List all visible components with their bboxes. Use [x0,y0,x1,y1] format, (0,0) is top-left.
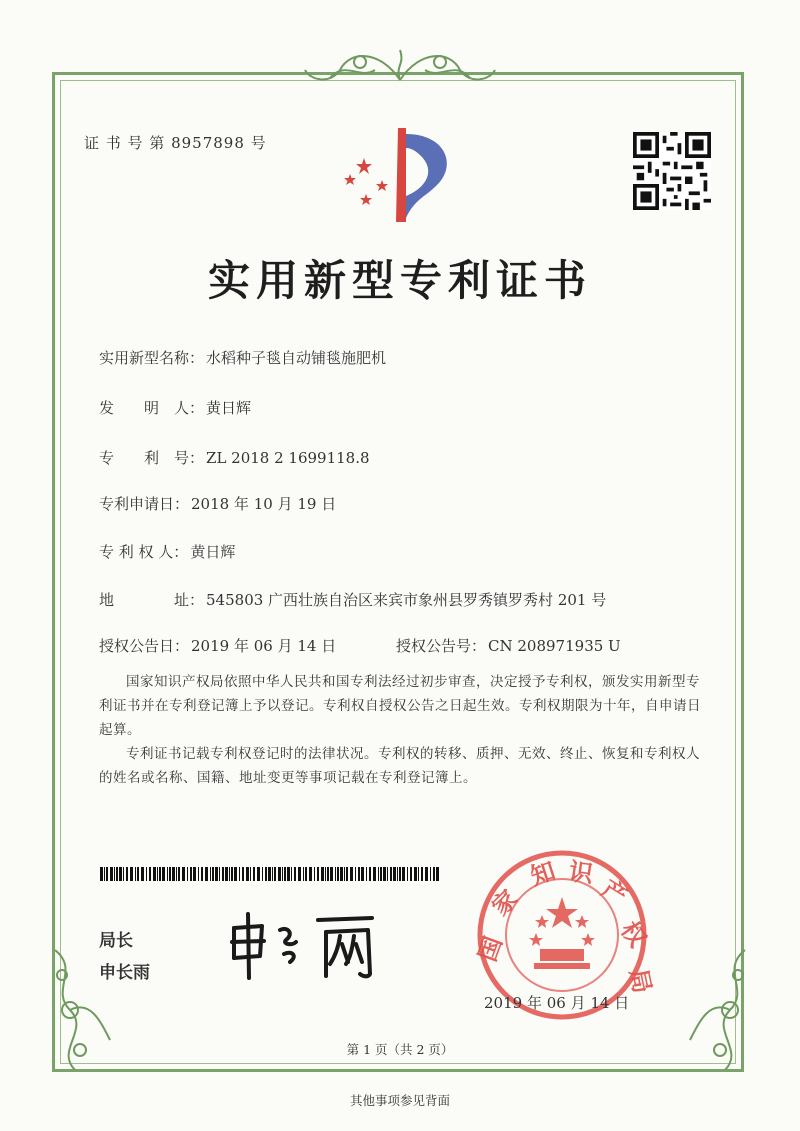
svg-text:识: 识 [567,857,595,889]
svg-text:家: 家 [486,884,524,922]
description-paragraph: 国家知识产权局依照中华人民共和国专利法经过初步审查，决定授予专利权，颁发实用新型专利证书并在专利登记簿上予以登记。专利权自授权公告之日起生效。专利权期限为十年，自申请日起算。 [99,674,701,738]
svg-text:国: 国 [473,932,508,966]
field-value: ZL 2018 2 1699118.8 [206,449,370,467]
field-label: 授权公告号： [396,637,487,655]
field-value: 黄日辉 [206,399,252,417]
grant-date [99,635,336,656]
bottom-right-ornament [680,940,760,1080]
patent-number [99,447,370,468]
utility-model-name [99,347,386,368]
field-label: 地 址： [99,591,205,609]
filing-date [99,493,336,514]
certificate-title: 实用新型专利证书 [207,256,592,305]
field-label: 授权公告日： [99,637,190,655]
signatory-name: 申长雨 [99,963,150,983]
svg-text:权: 权 [615,916,652,953]
field-value: 2019 年 06 月 14 日 [191,637,337,655]
field-label: 专利申请日： [99,495,190,513]
signatory-role: 局长 [99,931,133,951]
field-label: 发 明 人： [99,399,205,417]
field-value: 545803 广西壮族自治区来宾市象州县罗秀镇罗秀村 201 号 [206,591,607,609]
field-label: 专 利 号： [99,449,205,467]
barcode-icon [100,867,440,881]
page-number: 第 1 页（共 2 页） [346,1042,454,1057]
address [99,589,606,610]
grant-number [396,635,621,656]
svg-text:知: 知 [527,856,559,891]
footer-note: 其他事项参见背面 [349,1093,450,1108]
patentee [99,541,235,562]
certificate-number: 证 书 号 第 8957898 号 [84,134,267,152]
qr-code-icon [633,132,711,210]
description-paragraph: 专利证书记载专利权登记时的法律状况。专利权的转移、质押、无效、终止、恢复和专利权人的姓名或名称、国籍、地址变更等事项记载在专利登记簿上。 [99,746,700,786]
field-label: 专 利 权 人： [99,543,189,561]
field-value: 水稻种子毯自动铺毯施肥机 [206,349,387,367]
field-value: 2018 年 10 月 19 日 [191,495,337,513]
inventor [99,397,251,418]
handwritten-signature [222,906,392,986]
seal-date: 2019 年 06 月 14 日 [484,994,630,1012]
svg-text:产: 产 [596,874,633,911]
svg-text:局: 局 [624,966,657,996]
cnipa-logo-icon [336,126,466,226]
top-ornament [300,40,500,90]
field-value: CN 208971935 U [488,637,621,655]
field-value: 黄日辉 [190,543,236,561]
field-label: 实用新型名称： [99,349,205,367]
